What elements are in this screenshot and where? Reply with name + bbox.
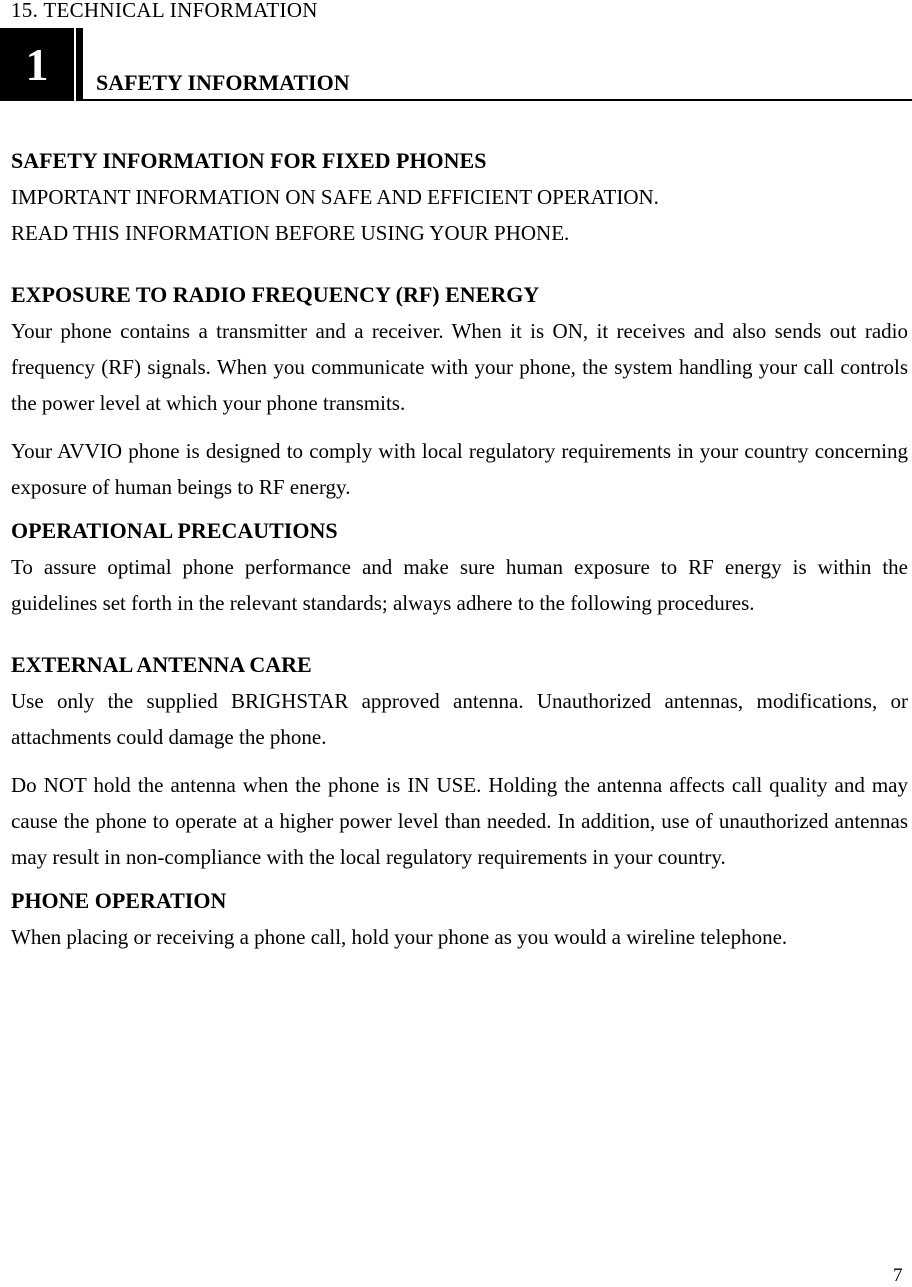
precautions-para1: To assure optimal phone performance and make sure human exposure to RF energy is within the guidelines set forth in the relevant standards; always adhere to the following procedures. — [11, 555, 908, 615]
antenna-care-para1: Use only the supplied BRIGHSTAR approved antenna. Unauthorized antennas, modifications, or attachments could damage the phone. — [11, 689, 908, 749]
page-number: 7 — [893, 1265, 903, 1286]
fixed-phones-line1: IMPORTANT INFORMATION ON SAFE AND EFFICIENT OPERATION. — [11, 185, 659, 209]
running-head: 15. TECHNICAL INFORMATION — [11, 0, 318, 22]
antenna-care-para2: Do NOT hold the antenna when the phone is IN USE. Holding the antenna affects call quality and may cause the phone to operate at a higher power level than needed. In addition, use of unauthorized antennas may result in non-compliance with the local regulatory requirements in your country. — [11, 773, 908, 869]
heading-phone-operation: PHONE OPERATION — [11, 888, 227, 913]
rf-exposure-para2: Your AVVIO phone is designed to comply with local regulatory requirements in your country concerning exposure of human beings to RF energy. — [11, 439, 908, 499]
chapter-number-box: 1 — [0, 28, 74, 101]
phone-operation-para1: When placing or receiving a phone call, hold your phone as you would a wireline telephone. — [11, 925, 788, 949]
fixed-phones-line2: READ THIS INFORMATION BEFORE USING YOUR PHONE. — [11, 221, 570, 245]
chapter-rule — [83, 99, 912, 101]
rf-exposure-para1: Your phone contains a transmitter and a receiver. When it is ON, it receives and also sends out radio frequency (RF) signals. When you communicate with your phone, the system handling your call controls the power level at which your phone transmits. — [11, 319, 908, 415]
heading-fixed-phones: SAFETY INFORMATION FOR FIXED PHONES — [11, 148, 487, 173]
page-content — [11, 143, 908, 955]
heading-operational-precautions: OPERATIONAL PRECAUTIONS — [11, 518, 338, 543]
heading-antenna-care: EXTERNAL ANTENNA CARE — [11, 652, 312, 677]
chapter-box-edge — [74, 28, 83, 101]
heading-rf-exposure: EXPOSURE TO RADIO FREQUENCY (RF) ENERGY — [11, 282, 540, 307]
chapter-title: SAFETY INFORMATION — [96, 70, 350, 95]
